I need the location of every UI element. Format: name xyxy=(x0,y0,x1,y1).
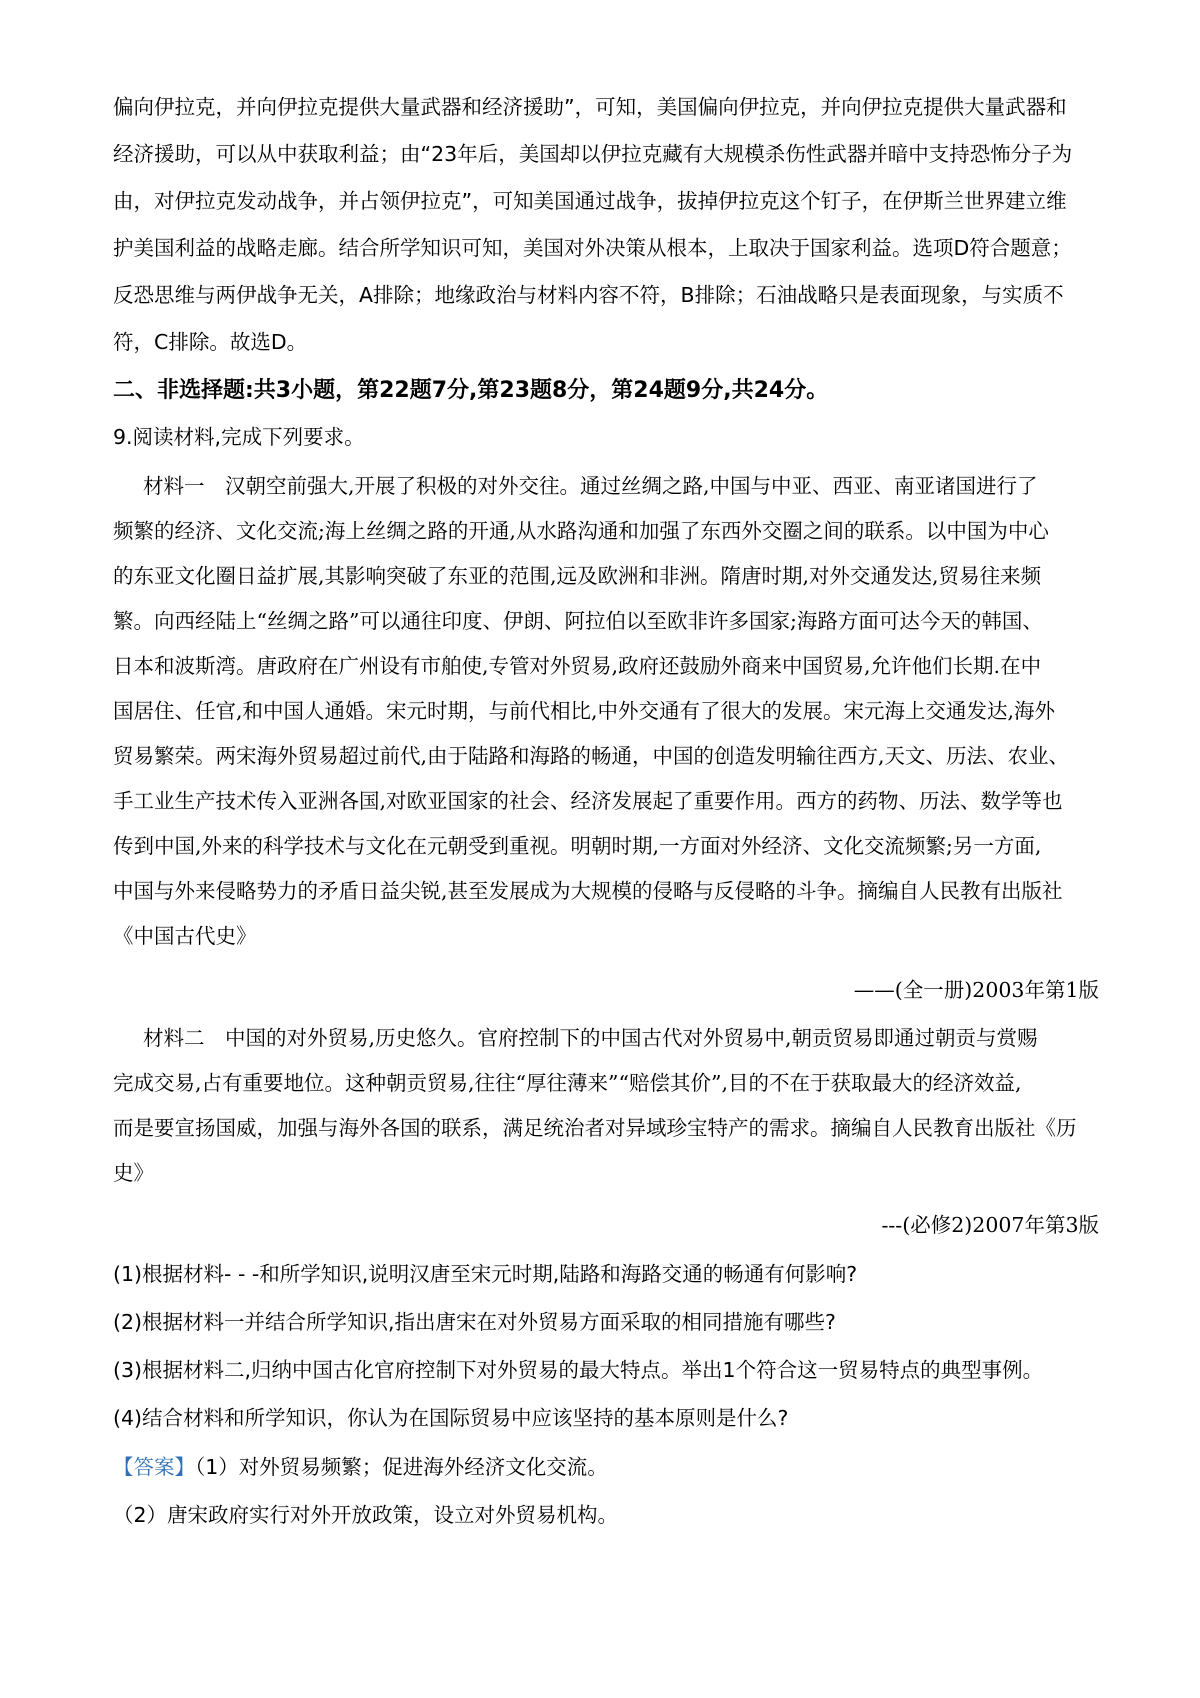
material-one-line: 手工业生产技术传入亚洲各国,对欧亚国家的社会、经济发展起了重要作用。西方的药物、历法、数学等也 xyxy=(113,789,1063,813)
material-one-line: 日本和波斯湾。唐政府在广州设有市舶使,专管对外贸易,政府还鼓励外商来中国贸易,允许他们长期.在中 xyxy=(113,654,1042,678)
explanation-line: 偏向伊拉克，并向伊拉克提供大量武器和经济援助”，可知，美国偏向伊拉克，并向伊拉克提供大量武器和 xyxy=(113,95,1067,119)
answer-line-2: （2）唐宋政府实行对外开放政策，设立对外贸易机构。 xyxy=(113,1503,619,1527)
answer-tag: 【答案】 xyxy=(113,1455,195,1479)
subquestion-item: (3)根据材料二,归纳中国古化官府控制下对外贸易的最大特点。举出1个符合这一贸易特点的典型事例。 xyxy=(113,1358,1044,1382)
explanation-line: 护美国利益的战略走廊。结合所学知识可知，美国对外决策从根本，上取决于国家利益。选项D符合题意； xyxy=(113,236,1072,260)
subquestion-item: (4)结合材料和所学知识，你认为在国际贸易中应该坚持的基本原则是什么? xyxy=(113,1406,789,1430)
material-one-line: 国居住、任官,和中国人通婚。宋元时期，与前代相比,中外交通有了很大的发展。宋元海上交通发达,海外 xyxy=(113,699,1056,723)
section-heading: 二、非选择题:共3小题，第22题7分,第23题8分，第24题9分,共24分。 xyxy=(113,378,829,403)
explanation-line: 经济援助，可以从中获取利益；由“23年后，美国却以伊拉克藏有大规模杀伤性武器并暗中支持恐怖分子为 xyxy=(113,142,1073,166)
material-two-line: 史》 xyxy=(113,1161,154,1185)
explanation-line: 反恐思维与两伊战争无关，A排除；地缘政治与材料内容不符，B排除；石油战略只是表面现象，与实质不 xyxy=(113,283,1064,307)
material-one-line: 贸易繁荣。两宋海外贸易超过前代,由于陆路和海路的畅通，中国的创造发明输往西方,天文、历法、农业、 xyxy=(113,744,1070,768)
explanation-line: 符，C排除。故选D。 xyxy=(113,330,308,354)
material-one-line: 繁。向西经陆上“丝绸之路”可以通往印度、伊朗、阿拉伯以至欧非许多国家;海路方面可达今天的韩国、 xyxy=(113,609,1043,633)
material-one-line: 中国与外来侵略势力的矛盾日益尖锐,甚至发展成为大规模的侵略与反侵略的斗争。摘编自人民教有出版社 xyxy=(113,879,1063,903)
explanation-line: 由，对伊拉克发动战争，并占领伊拉克”，可知美国通过战争，拔掉伊拉克这个钉子，在伊斯兰世界建立维 xyxy=(113,189,1067,213)
material-two-line: 材料二 中国的对外贸易,历史悠久。官府控制下的中国古代对外贸易中,朝贡贸易即通过朝贡与赏赐 xyxy=(143,1026,1038,1050)
question-stem: 9.阅读材料,完成下列要求。 xyxy=(113,425,365,449)
answer-text-1: （1）对外贸易频繁；促进海外经济文化交流。 xyxy=(195,1455,608,1479)
material-one-line: 材料一 汉朝空前强大,开展了积极的对外交往。通过丝绸之路,中国与中亚、西亚、南亚诸国进行了 xyxy=(143,474,1038,498)
material-one-line: 频繁的经济、文化交流;海上丝绸之路的开通,从水路沟通和加强了东西外交圈之间的联系。以中国为中心 xyxy=(113,519,1049,543)
subquestion-item: (2)根据材料一并结合所学知识,指出唐宋在对外贸易方面采取的相同措施有哪些? xyxy=(113,1310,836,1334)
material-one-line: 传到中国,外来的科学技术与文化在元朝受到重视。明朝时期,一方面对外经济、文化交流频繁;另一方面, xyxy=(113,834,1042,858)
material-one-line: 的东亚文化圈日益扩展,其影响突破了东亚的范围,远及欧洲和非洲。隋唐时期,对外交通发达,贸易往来频 xyxy=(113,564,1042,588)
material-two-line: 而是要宣扬国威，加强与海外各国的联系，满足统治者对异域珍宝特产的需求。摘编自人民教育出版社《历 xyxy=(113,1116,1077,1140)
material-one-source: ——(全一册)2003年第1版 xyxy=(853,978,1099,1002)
material-two-line: 完成交易,占有重要地位。这种朝贡贸易,往往“厚往薄来”“赔偿其价”,目的不在于获取最大的经济效益, xyxy=(113,1071,1022,1095)
subquestion-item: (1)根据材料- - -和所学知识,说明汉唐至宋元时期,陆路和海路交通的畅通有何影响? xyxy=(113,1262,858,1286)
material-two-source: ---(必修2)2007年第3版 xyxy=(881,1213,1099,1237)
answer-line-1 xyxy=(113,1450,608,1480)
material-one-line: 《中国古代史》 xyxy=(113,924,257,948)
